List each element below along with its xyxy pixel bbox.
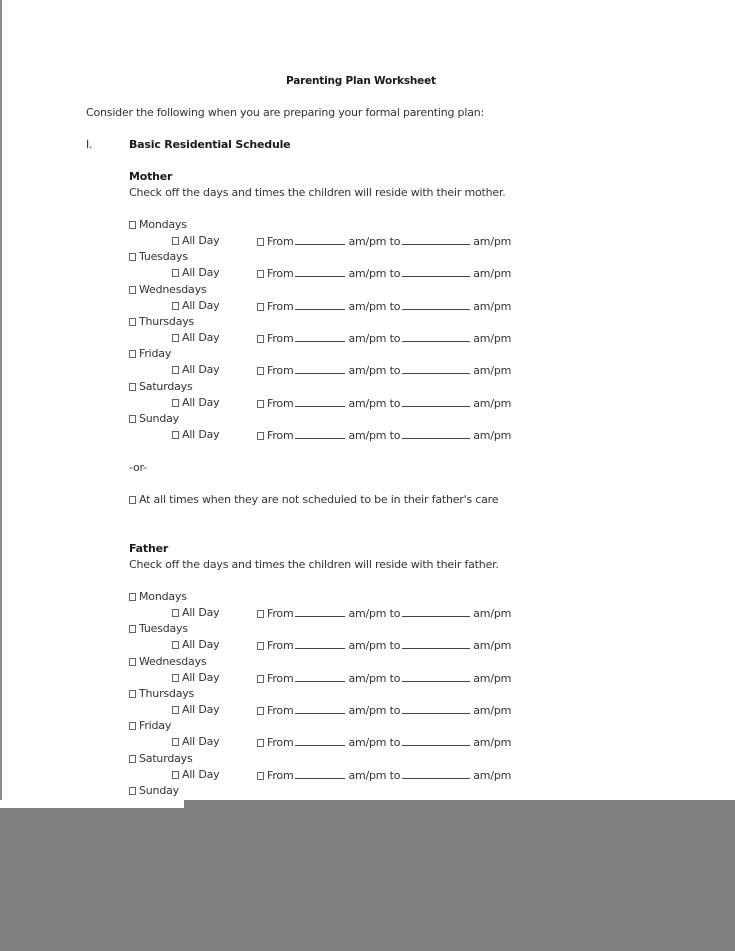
time-range-option[interactable] — [257, 234, 511, 249]
mother-heading: Mother — [129, 170, 173, 183]
ampm-label: am/pm — [473, 736, 512, 749]
all-day-checkbox[interactable] — [172, 237, 179, 245]
ampm-label: am/pm — [473, 429, 512, 442]
day-checkbox[interactable] — [129, 658, 136, 666]
time-range-checkbox[interactable] — [257, 642, 264, 650]
time-range-option[interactable] — [257, 606, 511, 621]
all-day-checkbox[interactable] — [172, 269, 179, 277]
day-checkbox[interactable] — [129, 286, 136, 294]
all-day-label: All Day — [182, 428, 220, 441]
all-day-option[interactable] — [172, 735, 219, 749]
all-day-label: All Day — [182, 638, 220, 651]
day-label: Thursdays — [139, 315, 195, 328]
all-day-option[interactable] — [172, 234, 219, 248]
time-range-checkbox[interactable] — [257, 610, 264, 618]
day-label: Thursdays — [139, 687, 195, 700]
partial-row-remnant — [0, 800, 184, 808]
all-day-label: All Day — [182, 396, 220, 409]
all-day-option[interactable] — [172, 671, 219, 685]
time-range-option[interactable] — [257, 266, 511, 281]
time-range-option[interactable] — [257, 363, 511, 378]
ampm-to-label: am/pm to — [348, 639, 401, 652]
all-day-checkbox[interactable] — [172, 334, 179, 342]
time-range-checkbox[interactable] — [257, 675, 264, 683]
start-time-blank[interactable] — [295, 396, 345, 407]
all-day-option[interactable] — [172, 331, 219, 345]
end-time-blank[interactable] — [402, 331, 470, 342]
mother-day-item[interactable] — [129, 412, 179, 426]
mother-day-item[interactable] — [129, 283, 206, 297]
day-checkbox[interactable] — [129, 787, 136, 795]
all-day-label: All Day — [182, 671, 220, 684]
all-day-checkbox[interactable] — [172, 302, 179, 310]
ampm-label: am/pm — [473, 332, 512, 345]
all-day-label: All Day — [182, 606, 220, 619]
day-checkbox[interactable] — [129, 383, 136, 391]
ampm-to-label: am/pm to — [348, 672, 401, 685]
all-day-checkbox[interactable] — [172, 641, 179, 649]
all-day-checkbox[interactable] — [172, 399, 179, 407]
time-range-option[interactable] — [257, 671, 511, 686]
time-range-option[interactable] — [257, 703, 511, 718]
day-label: Friday — [139, 347, 172, 360]
day-label: Tuesdays — [139, 250, 188, 263]
ampm-to-label: am/pm to — [348, 332, 401, 345]
from-label: From — [267, 672, 294, 685]
end-time-blank[interactable] — [402, 299, 470, 310]
father-day-item[interactable] — [129, 655, 206, 669]
ampm-label: am/pm — [473, 300, 512, 313]
all-day-option[interactable] — [172, 768, 219, 782]
all-day-option[interactable] — [172, 703, 219, 717]
day-label: Sunday — [139, 412, 179, 425]
day-label: Wednesdays — [139, 655, 207, 668]
end-time-blank[interactable] — [402, 266, 470, 277]
day-checkbox[interactable] — [129, 755, 136, 763]
ampm-to-label: am/pm to — [348, 364, 401, 377]
ampm-to-label: am/pm to — [348, 397, 401, 410]
intro-text: Consider the following when you are preparing your formal parenting plan: — [86, 106, 485, 119]
from-label: From — [267, 769, 294, 782]
all-day-checkbox[interactable] — [172, 674, 179, 682]
day-checkbox[interactable] — [129, 318, 136, 326]
ampm-label: am/pm — [473, 235, 512, 248]
time-range-checkbox[interactable] — [257, 367, 264, 375]
mother-day-item[interactable] — [129, 218, 187, 232]
day-label: Tuesdays — [139, 622, 188, 635]
start-time-blank[interactable] — [295, 428, 345, 439]
father-instruction: Check off the days and times the children will reside with their father. — [129, 558, 499, 571]
ampm-label: am/pm — [473, 607, 512, 620]
end-time-blank[interactable] — [402, 428, 470, 439]
time-range-option[interactable] — [257, 735, 511, 750]
dark-overlay — [0, 808, 735, 951]
from-label: From — [267, 300, 294, 313]
end-time-blank[interactable] — [402, 703, 470, 714]
time-range-checkbox[interactable] — [257, 303, 264, 311]
day-label: Mondays — [139, 218, 187, 231]
day-label: Saturdays — [139, 380, 193, 393]
father-day-item[interactable] — [129, 719, 171, 733]
end-time-blank[interactable] — [402, 606, 470, 617]
time-range-checkbox[interactable] — [257, 238, 264, 246]
end-time-blank[interactable] — [402, 671, 470, 682]
all-day-label: All Day — [182, 266, 220, 279]
start-time-blank[interactable] — [295, 703, 345, 714]
section-title: Basic Residential Schedule — [129, 138, 291, 151]
time-range-checkbox[interactable] — [257, 400, 264, 408]
time-range-option[interactable] — [257, 428, 511, 443]
day-checkbox[interactable] — [129, 722, 136, 730]
start-time-blank[interactable] — [295, 331, 345, 342]
ampm-label: am/pm — [473, 397, 512, 410]
start-time-blank[interactable] — [295, 234, 345, 245]
all-day-checkbox[interactable] — [172, 706, 179, 714]
all-day-checkbox[interactable] — [172, 431, 179, 439]
all-day-label: All Day — [182, 299, 220, 312]
alt-option-item[interactable] — [129, 493, 498, 507]
from-label: From — [267, 736, 294, 749]
start-time-blank[interactable] — [295, 768, 345, 779]
alt-option-label: At all times when they are not scheduled to be in their father's care — [139, 493, 499, 506]
ampm-to-label: am/pm to — [348, 267, 401, 280]
mother-day-item[interactable] — [129, 347, 171, 361]
end-time-blank[interactable] — [402, 638, 470, 649]
ampm-to-label: am/pm to — [348, 235, 401, 248]
end-time-blank[interactable] — [402, 234, 470, 245]
from-label: From — [267, 639, 294, 652]
time-range-checkbox[interactable] — [257, 707, 264, 715]
all-day-option[interactable] — [172, 266, 219, 280]
section-number: I. — [86, 138, 93, 151]
all-day-label: All Day — [182, 735, 220, 748]
dark-overlay-top — [184, 800, 735, 808]
day-checkbox[interactable] — [129, 350, 136, 358]
from-label: From — [267, 397, 294, 410]
all-day-label: All Day — [182, 363, 220, 376]
father-day-item[interactable] — [129, 752, 193, 766]
time-range-option[interactable] — [257, 768, 511, 783]
ampm-label: am/pm — [473, 639, 512, 652]
mother-day-item[interactable] — [129, 250, 188, 264]
father-day-item[interactable] — [129, 590, 187, 604]
ampm-label: am/pm — [473, 267, 512, 280]
day-checkbox[interactable] — [129, 221, 136, 229]
all-day-option[interactable] — [172, 638, 219, 652]
end-time-blank[interactable] — [402, 735, 470, 746]
time-range-checkbox[interactable] — [257, 270, 264, 278]
all-day-label: All Day — [182, 703, 220, 716]
from-label: From — [267, 607, 294, 620]
ampm-to-label: am/pm to — [348, 769, 401, 782]
ampm-label: am/pm — [473, 769, 512, 782]
mother-instruction: Check off the days and times the children will reside with their mother. — [129, 186, 506, 199]
all-day-option[interactable] — [172, 428, 219, 442]
from-label: From — [267, 235, 294, 248]
end-time-blank[interactable] — [402, 363, 470, 374]
father-day-item[interactable] — [129, 784, 179, 798]
from-label: From — [267, 364, 294, 377]
all-day-option[interactable] — [172, 606, 219, 620]
ampm-label: am/pm — [473, 704, 512, 717]
document-title: Parenting Plan Worksheet — [286, 75, 436, 87]
all-day-option[interactable] — [172, 363, 219, 377]
day-checkbox[interactable] — [129, 690, 136, 698]
start-time-blank[interactable] — [295, 671, 345, 682]
day-label: Sunday — [139, 784, 179, 797]
all-day-label: All Day — [182, 234, 220, 247]
ampm-to-label: am/pm to — [348, 736, 401, 749]
time-range-checkbox[interactable] — [257, 432, 264, 440]
time-range-option[interactable] — [257, 396, 511, 411]
from-label: From — [267, 429, 294, 442]
day-label: Friday — [139, 719, 172, 732]
ampm-label: am/pm — [473, 364, 512, 377]
all-day-label: All Day — [182, 768, 220, 781]
day-checkbox[interactable] — [129, 415, 136, 423]
alt-option-checkbox[interactable] — [129, 496, 136, 504]
all-day-checkbox[interactable] — [172, 738, 179, 746]
end-time-blank[interactable] — [402, 768, 470, 779]
all-day-checkbox[interactable] — [172, 609, 179, 617]
time-range-option[interactable] — [257, 299, 511, 314]
ampm-to-label: am/pm to — [348, 607, 401, 620]
all-day-checkbox[interactable] — [172, 771, 179, 779]
day-checkbox[interactable] — [129, 253, 136, 261]
start-time-blank[interactable] — [295, 606, 345, 617]
day-label: Wednesdays — [139, 283, 207, 296]
father-day-item[interactable] — [129, 622, 188, 636]
time-range-option[interactable] — [257, 638, 511, 653]
from-label: From — [267, 704, 294, 717]
day-checkbox[interactable] — [129, 593, 136, 601]
mother-day-item[interactable] — [129, 315, 194, 329]
ampm-to-label: am/pm to — [348, 704, 401, 717]
all-day-checkbox[interactable] — [172, 366, 179, 374]
mother-day-item[interactable] — [129, 380, 193, 394]
time-range-checkbox[interactable] — [257, 772, 264, 780]
start-time-blank[interactable] — [295, 299, 345, 310]
ampm-label: am/pm — [473, 672, 512, 685]
end-time-blank[interactable] — [402, 396, 470, 407]
time-range-option[interactable] — [257, 331, 511, 346]
start-time-blank[interactable] — [295, 638, 345, 649]
start-time-blank[interactable] — [295, 363, 345, 374]
from-label: From — [267, 267, 294, 280]
father-heading: Father — [129, 542, 169, 555]
father-day-item[interactable] — [129, 687, 194, 701]
ampm-to-label: am/pm to — [348, 300, 401, 313]
ampm-to-label: am/pm to — [348, 429, 401, 442]
time-range-checkbox[interactable] — [257, 335, 264, 343]
day-checkbox[interactable] — [129, 625, 136, 633]
time-range-checkbox[interactable] — [257, 739, 264, 747]
from-label: From — [267, 332, 294, 345]
start-time-blank[interactable] — [295, 735, 345, 746]
day-label: Mondays — [139, 590, 187, 603]
all-day-option[interactable] — [172, 396, 219, 410]
start-time-blank[interactable] — [295, 266, 345, 277]
day-label: Saturdays — [139, 752, 193, 765]
or-separator: -or- — [129, 461, 147, 474]
all-day-option[interactable] — [172, 299, 219, 313]
all-day-label: All Day — [182, 331, 220, 344]
